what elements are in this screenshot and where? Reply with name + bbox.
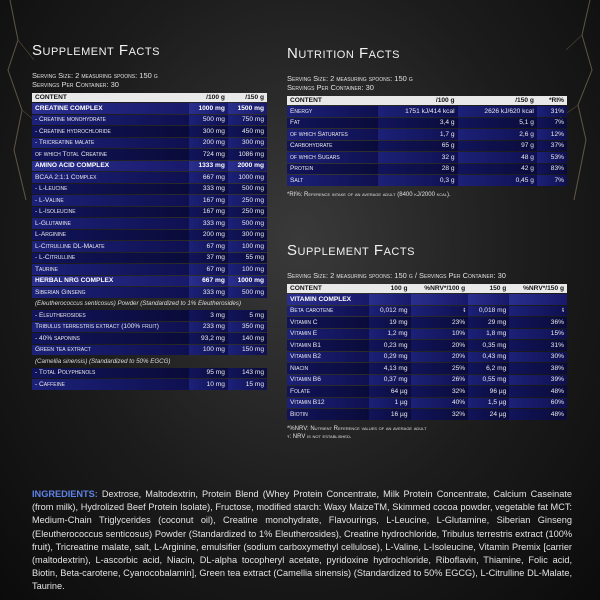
row-value-v2: 100 mg bbox=[228, 264, 267, 275]
row-label: Salt bbox=[287, 175, 378, 186]
row-value-v1: 333 mg bbox=[189, 287, 228, 298]
row-value-ri: 83% bbox=[537, 164, 567, 175]
row-label: Protein bbox=[287, 164, 378, 175]
header-150g: /150 g bbox=[228, 93, 267, 102]
row-value-v2: 1,8 mg bbox=[468, 329, 509, 340]
row-label: (Eleutherococcus senticosus) Powder (Standardized to 1% Eleutherosides) bbox=[35, 300, 242, 308]
row-value-n2: 48% bbox=[509, 386, 567, 397]
row-value-v2 bbox=[468, 294, 509, 305]
row-value-v2: 97 g bbox=[458, 141, 537, 152]
table-row bbox=[287, 409, 567, 420]
table-header bbox=[32, 93, 267, 102]
supplement-facts-title: Supplement Facts bbox=[32, 42, 160, 59]
row-value-v1: 0,29 mg bbox=[369, 352, 410, 363]
row-value-n1: 20% bbox=[411, 340, 469, 351]
row-value-n2: 30% bbox=[509, 352, 567, 363]
table-row bbox=[287, 363, 567, 374]
table-row bbox=[287, 340, 567, 351]
row-label: Niacin bbox=[287, 363, 369, 374]
row-value-ri: 7% bbox=[537, 175, 567, 186]
row-value-n2: 15% bbox=[509, 329, 567, 340]
row-label: Fat bbox=[287, 118, 378, 129]
row-value-v1: 65 g bbox=[378, 141, 457, 152]
row-value-v1: 200 mg bbox=[189, 230, 228, 241]
row-label: Vitamin E bbox=[287, 329, 369, 340]
supplement-facts-title: Supplement Facts bbox=[287, 242, 415, 259]
row-label: L-Glutamine bbox=[32, 218, 189, 229]
table-row bbox=[287, 118, 567, 129]
table-row bbox=[32, 149, 267, 160]
table-row bbox=[287, 375, 567, 386]
supplement-table-left bbox=[32, 92, 267, 391]
ingredients-text: Dextrose, Maltodextrin, Protein Blend (Whey Protein Concentrate, Milk Protein Concentrate, Calcium Caseinate (from milk), Hydrolized Beef Protein Isolate), Fructose, modified starch: Waxy MaizeTM, Skimmed cocoa powder, vegetable fat MCT: Medium-Chain Triglycerides (coconut oil), Creatine monohydrate, Flavourings, L-Leucine, L-Glutamine, Siberian Ginseng (Eleutherococcus senticosus) Powder (Standardized to 1% Eleutherosides), Creatine hydrochloride, Tribulus terrestris extract (100% fruit), Tricreatine malate, salt, L-Arginine, emulsifier (sodium carboxymethyl cellulose), L-Valine, L-Isoleucine, Vitamin Premix [carrier (maltodextrin), L-ascorbic acid, Niacin, DL-alpha tocopheryl acetate, pyridoxine hydrochloride, Riboflavin, Thiamine, Folic acid, Biotin, Beta-carotene, Cyanocobalamin], Green tea extract (Camellia sinensis) (Standardized to 50% EGCG), L-Citrulline DL-Malate, Taurine. bbox=[32, 489, 572, 592]
row-value-v1: 500 mg bbox=[189, 115, 228, 126]
row-value-v2: 300 mg bbox=[228, 138, 267, 149]
row-value-v2: 96 µg bbox=[468, 386, 509, 397]
nutrition-facts bbox=[287, 45, 567, 199]
row-label: of which Total Creatine bbox=[32, 149, 189, 160]
supplement-facts-right bbox=[287, 242, 567, 441]
row-value-v1: 1,7 g bbox=[378, 129, 457, 140]
row-value-v1: 4,13 mg bbox=[369, 363, 410, 374]
ri-note: *RI%: Reference intake of an average adult (8400 kJ/2000 kcal). bbox=[287, 191, 451, 198]
row-label: Vitamin B2 bbox=[287, 352, 369, 363]
row-label: - L-Valine bbox=[32, 195, 189, 206]
row-value-ri: 7% bbox=[537, 118, 567, 129]
table-row bbox=[32, 253, 267, 264]
row-label: Vitamin B6 bbox=[287, 375, 369, 386]
row-value-n1 bbox=[411, 294, 469, 305]
table-header bbox=[287, 96, 567, 105]
row-value-n2: ŧ bbox=[509, 306, 567, 317]
row-value-v2: 1086 mg bbox=[228, 149, 267, 160]
row-value-n1: 10% bbox=[411, 329, 469, 340]
row-value-v1: 167 mg bbox=[189, 207, 228, 218]
row-label: Tribulus terrestris extract (100% fruit) bbox=[32, 322, 189, 333]
row-label: Vitamin C bbox=[287, 317, 369, 328]
table-row bbox=[287, 386, 567, 397]
row-value-n1: 32% bbox=[411, 386, 469, 397]
row-value-v1: 0,23 mg bbox=[369, 340, 410, 351]
row-value-v1: 233 mg bbox=[189, 322, 228, 333]
row-label: Beta carotene bbox=[287, 306, 369, 317]
row-value-v1: 16 µg bbox=[369, 409, 410, 420]
serving-size: Serving Size: 2 measuring spoons: 150 g bbox=[32, 71, 158, 80]
row-value-v2: 100 mg bbox=[228, 241, 267, 252]
row-value-v2: 2000 mg bbox=[228, 161, 267, 172]
row-label: Vitamin B12 bbox=[287, 398, 369, 409]
row-value-v1: 1 µg bbox=[369, 398, 410, 409]
row-value-n2: 38% bbox=[509, 363, 567, 374]
header-content: CONTENT bbox=[287, 284, 369, 293]
row-value-v2: 450 mg bbox=[228, 126, 267, 137]
row-value-v2: 1000 mg bbox=[228, 276, 267, 287]
nrv-note: *%NRV: Nutrient Reference values of an average adult bbox=[287, 425, 427, 432]
row-label: HERBAL NRG COMPLEX bbox=[32, 276, 189, 287]
row-label: - L-Isoleucine bbox=[32, 207, 189, 218]
row-label: Green tea extract bbox=[32, 345, 189, 356]
row-value-n1: 23% bbox=[411, 317, 469, 328]
row-value-n2: 31% bbox=[509, 340, 567, 351]
header-100g: 100 g bbox=[369, 284, 410, 293]
row-label: VITAMIN COMPLEX bbox=[287, 294, 369, 305]
header-nrv-150g: %NRV*/150 g bbox=[509, 284, 567, 293]
table-row bbox=[32, 368, 267, 379]
row-value-n2: 48% bbox=[509, 409, 567, 420]
table-row bbox=[287, 352, 567, 363]
row-label: Taurine bbox=[32, 264, 189, 275]
row-label: - Total Polyphenols bbox=[32, 368, 189, 379]
row-value-v1: 32 g bbox=[378, 152, 457, 163]
table-row bbox=[287, 398, 567, 409]
row-value-v2: 1,5 µg bbox=[468, 398, 509, 409]
table-row bbox=[32, 161, 267, 172]
table-row bbox=[32, 276, 267, 287]
header-nrv-100g: %NRV*/100 g bbox=[411, 284, 469, 293]
header-content: CONTENT bbox=[287, 96, 378, 105]
row-value-v2: 0,018 mg bbox=[468, 306, 509, 317]
row-value-v2: 2,6 g bbox=[458, 129, 537, 140]
row-value-n1: 25% bbox=[411, 363, 469, 374]
table-row bbox=[287, 329, 567, 340]
row-value-v2: 1500 mg bbox=[228, 103, 267, 114]
row-value-v1: 0,3 g bbox=[378, 175, 457, 186]
row-label: Energy bbox=[287, 106, 378, 117]
row-value-v1 bbox=[369, 294, 410, 305]
row-value-v2: 1000 mg bbox=[228, 172, 267, 183]
servings-per-container: Servings Per Container: 30 bbox=[287, 83, 374, 92]
table-row bbox=[32, 299, 267, 310]
row-value-v1: 3,4 g bbox=[378, 118, 457, 129]
row-value-v1: 333 mg bbox=[189, 218, 228, 229]
table-row bbox=[32, 379, 267, 390]
row-value-v1: 1000 mg bbox=[189, 103, 228, 114]
header-ri: *RI% bbox=[537, 96, 567, 105]
header-100g: /100 g bbox=[189, 93, 228, 102]
row-value-v2: 6,2 mg bbox=[468, 363, 509, 374]
row-value-v2: 250 mg bbox=[228, 207, 267, 218]
row-value-v2: 2626 kJ/620 kcal bbox=[458, 106, 537, 117]
row-value-v1: 300 mg bbox=[189, 126, 228, 137]
table-row bbox=[32, 138, 267, 149]
row-value-v1: 19 mg bbox=[369, 317, 410, 328]
row-value-v2: 250 mg bbox=[228, 195, 267, 206]
table-row bbox=[32, 218, 267, 229]
table-row bbox=[287, 306, 567, 317]
row-label: - Eleutherosides bbox=[32, 310, 189, 321]
row-label: - 40% saponins bbox=[32, 333, 189, 344]
table-row bbox=[32, 322, 267, 333]
row-value-v1: 93,2 mg bbox=[189, 333, 228, 344]
row-label: AMINO ACID COMPLEX bbox=[32, 161, 189, 172]
row-value-v2: 24 µg bbox=[468, 409, 509, 420]
nutrition-facts-title: Nutrition Facts bbox=[287, 45, 400, 62]
ingredients-label: INGREDIENTS: bbox=[32, 489, 98, 499]
row-value-ri: 31% bbox=[537, 106, 567, 117]
row-value-v2: 0,45 g bbox=[458, 175, 537, 186]
row-value-ri: 37% bbox=[537, 141, 567, 152]
row-value-v1: 724 mg bbox=[189, 149, 228, 160]
row-value-v1: 10 mg bbox=[189, 379, 228, 390]
row-value-v1: 1333 mg bbox=[189, 161, 228, 172]
row-value-v2: 42 g bbox=[458, 164, 537, 175]
row-value-v1: 3 mg bbox=[189, 310, 228, 321]
row-value-n1: 20% bbox=[411, 352, 469, 363]
table-row bbox=[287, 152, 567, 163]
row-value-v1: 64 µg bbox=[369, 386, 410, 397]
table-row bbox=[32, 333, 267, 344]
table-row bbox=[32, 195, 267, 206]
row-label: CREATINE COMPLEX bbox=[32, 103, 189, 114]
serving-info: Serving Size: 2 measuring spoons: 150 g / Servings Per Container: 30 bbox=[287, 271, 506, 280]
table-row bbox=[32, 241, 267, 252]
row-value-n1: 40% bbox=[411, 398, 469, 409]
table-row bbox=[32, 184, 267, 195]
row-value-v2: 350 mg bbox=[228, 322, 267, 333]
serving-size: Serving Size: 2 measuring spoons: 150 g bbox=[287, 74, 413, 83]
ingredients bbox=[32, 488, 572, 594]
vitamin-table bbox=[287, 283, 567, 421]
row-label: - Creatine monohydrate bbox=[32, 115, 189, 126]
row-value-v2: 150 mg bbox=[228, 345, 267, 356]
row-value-v1: 100 mg bbox=[189, 345, 228, 356]
row-label: Siberian Ginseng bbox=[32, 287, 189, 298]
table-row bbox=[287, 294, 567, 305]
nutrition-table bbox=[287, 95, 567, 187]
table-row bbox=[287, 129, 567, 140]
row-value-v1: 333 mg bbox=[189, 184, 228, 195]
table-row bbox=[287, 175, 567, 186]
row-label: - L-Citrulline bbox=[32, 253, 189, 264]
row-label: Carbohydrate bbox=[287, 141, 378, 152]
row-value-v2: 29 mg bbox=[468, 317, 509, 328]
nrv-not-established-note: ŧ: NRV is not established. bbox=[287, 433, 352, 440]
row-value-v2: 55 mg bbox=[228, 253, 267, 264]
row-value-v2: 500 mg bbox=[228, 184, 267, 195]
row-label: L-Citrulline DL-Malate bbox=[32, 241, 189, 252]
row-value-n1: ŧ bbox=[411, 306, 469, 317]
row-value-ri: 53% bbox=[537, 152, 567, 163]
row-value-v2: 500 mg bbox=[228, 218, 267, 229]
table-row bbox=[32, 230, 267, 241]
row-value-v1: 200 mg bbox=[189, 138, 228, 149]
row-value-v1: 28 g bbox=[378, 164, 457, 175]
row-value-v1: 1751 kJ/414 kcal bbox=[378, 106, 457, 117]
row-value-v1: 1,2 mg bbox=[369, 329, 410, 340]
row-value-n2: 39% bbox=[509, 375, 567, 386]
row-value-v2: 500 mg bbox=[228, 287, 267, 298]
table-row bbox=[32, 103, 267, 114]
row-value-v2: 0,43 mg bbox=[468, 352, 509, 363]
row-value-v2: 750 mg bbox=[228, 115, 267, 126]
table-row bbox=[32, 172, 267, 183]
row-value-v2: 300 mg bbox=[228, 230, 267, 241]
row-label: - Tricreatine malate bbox=[32, 138, 189, 149]
row-label: of which Sugars bbox=[287, 152, 378, 163]
row-label: (Camellia sinensis) (Standardized to 50% EGCG) bbox=[35, 357, 171, 365]
row-label: - L-Leucine bbox=[32, 184, 189, 195]
table-row bbox=[32, 356, 267, 367]
header-150g: /150 g bbox=[458, 96, 537, 105]
row-label: - Caffeine bbox=[32, 379, 189, 390]
table-row bbox=[32, 207, 267, 218]
table-row bbox=[287, 164, 567, 175]
table-row bbox=[287, 106, 567, 117]
row-value-v2: 5,1 g bbox=[458, 118, 537, 129]
row-label: of which Saturates bbox=[287, 129, 378, 140]
table-row bbox=[287, 141, 567, 152]
row-value-v1: 667 mg bbox=[189, 172, 228, 183]
table-row bbox=[32, 264, 267, 275]
row-value-v1: 37 mg bbox=[189, 253, 228, 264]
row-value-v2: 143 mg bbox=[228, 368, 267, 379]
row-value-n1: 26% bbox=[411, 375, 469, 386]
row-label: Biotin bbox=[287, 409, 369, 420]
row-value-v2: 15 mg bbox=[228, 379, 267, 390]
row-value-v2: 0,35 mg bbox=[468, 340, 509, 351]
table-row bbox=[32, 310, 267, 321]
servings-per-container: Servings Per Container: 30 bbox=[32, 80, 119, 89]
row-label: Vitamin B1 bbox=[287, 340, 369, 351]
row-value-v2: 140 mg bbox=[228, 333, 267, 344]
supplement-facts-left bbox=[32, 42, 267, 391]
row-value-n2: 36% bbox=[509, 317, 567, 328]
row-label: Folate bbox=[287, 386, 369, 397]
table-row bbox=[32, 287, 267, 298]
row-value-v2: 0,55 mg bbox=[468, 375, 509, 386]
table-row bbox=[32, 126, 267, 137]
row-value-v2: 48 g bbox=[458, 152, 537, 163]
row-value-ri: 12% bbox=[537, 129, 567, 140]
header-100g: /100 g bbox=[378, 96, 457, 105]
row-value-n1: 32% bbox=[411, 409, 469, 420]
table-header bbox=[287, 284, 567, 293]
header-150g: 150 g bbox=[468, 284, 509, 293]
row-value-v1: 67 mg bbox=[189, 264, 228, 275]
table-row bbox=[32, 345, 267, 356]
row-value-v1: 0,37 mg bbox=[369, 375, 410, 386]
header-content: CONTENT bbox=[32, 93, 189, 102]
row-label: BCAA 2:1:1 Complex bbox=[32, 172, 189, 183]
row-value-v1: 67 mg bbox=[189, 241, 228, 252]
row-value-v2: 5 mg bbox=[228, 310, 267, 321]
row-label: L-Arginine bbox=[32, 230, 189, 241]
row-value-v1: 667 mg bbox=[189, 276, 228, 287]
table-row bbox=[32, 115, 267, 126]
row-value-v1: 0,012 mg bbox=[369, 306, 410, 317]
row-value-v1: 167 mg bbox=[189, 195, 228, 206]
table-row bbox=[287, 317, 567, 328]
row-value-n2: 60% bbox=[509, 398, 567, 409]
row-value-v1: 95 mg bbox=[189, 368, 228, 379]
row-value-n2 bbox=[509, 294, 567, 305]
row-label: - Creatine hydrochloride bbox=[32, 126, 189, 137]
